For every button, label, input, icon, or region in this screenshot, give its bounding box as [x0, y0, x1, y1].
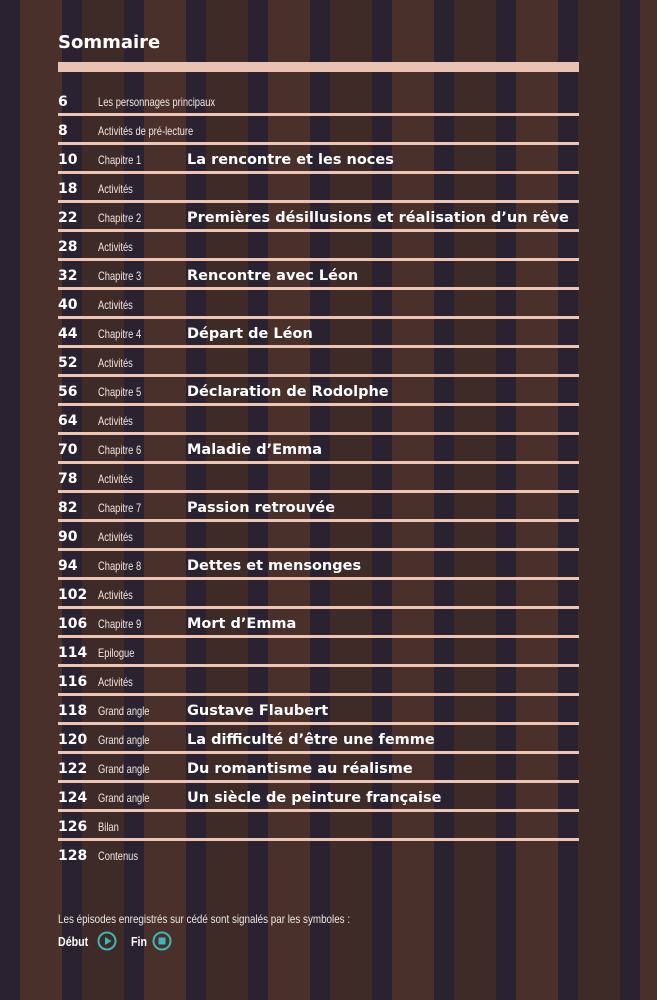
toc-row: [58, 638, 579, 667]
toc-heading: Dettes et mensonges: [187, 558, 362, 574]
toc-heading: Départ de Léon: [187, 326, 313, 342]
toc-page-number: 94: [58, 558, 78, 574]
page-title: Sommaire: [58, 32, 161, 53]
toc-label: Activités: [98, 675, 133, 689]
toc-row: [58, 493, 579, 522]
toc-row: [58, 290, 579, 319]
toc-page-number: 44: [58, 326, 78, 342]
toc-page-number: 70: [58, 442, 78, 458]
toc-page-number: 102: [58, 587, 88, 603]
toc-label: Grand angle: [98, 733, 150, 747]
toc-page-number: 128: [58, 848, 88, 864]
title-rule: [58, 62, 579, 72]
toc-page-number: 22: [58, 210, 78, 226]
toc-page-number: 18: [58, 181, 78, 197]
toc-page-number: 32: [58, 268, 78, 284]
toc-label: Chapitre 6: [98, 443, 142, 457]
toc-row: [58, 406, 579, 435]
toc-label: Chapitre 3: [98, 269, 142, 283]
toc-row: [58, 783, 579, 812]
toc-label: Contenus: [98, 849, 139, 863]
toc-page-number: 82: [58, 500, 78, 516]
toc-row: [58, 203, 579, 232]
toc-page-number: 118: [58, 703, 88, 719]
toc-row: [58, 261, 579, 290]
toc-heading: Premières désillusions et réalisation d’un rêve: [187, 210, 569, 226]
toc-heading: Déclaration de Rodolphe: [187, 384, 389, 400]
toc-row: [58, 145, 579, 174]
toc-page-number: 126: [58, 819, 88, 835]
toc-label: Les personnages principaux: [98, 95, 216, 109]
play-icon: [97, 931, 117, 951]
toc-page-number: 6: [58, 94, 68, 110]
toc-page-number: 28: [58, 239, 78, 255]
start-label: Début: [58, 933, 89, 949]
toc-heading: Gustave Flaubert: [187, 703, 329, 719]
toc-row: [58, 580, 579, 609]
toc-page-number: 116: [58, 674, 88, 690]
footnote: Les épisodes enregistrés sur cédé sont signalés par les symboles :: [58, 912, 351, 926]
toc-row: [58, 841, 579, 867]
toc-label: Bilan: [98, 820, 119, 834]
toc-label: Chapitre 1: [98, 153, 142, 167]
toc-page-number: 52: [58, 355, 78, 371]
toc-row: [58, 116, 579, 145]
toc-label: Activités: [98, 530, 133, 544]
toc-label: Chapitre 2: [98, 211, 142, 225]
toc-label: Chapitre 9: [98, 617, 142, 631]
end-label: Fin: [130, 933, 147, 949]
toc-page-number: 122: [58, 761, 88, 777]
toc-label: Chapitre 8: [98, 559, 142, 573]
toc-row: [58, 609, 579, 638]
toc-heading: La difficulté d’être une femme: [187, 732, 435, 748]
toc-label: Chapitre 4: [98, 327, 142, 341]
toc-page-number: 8: [58, 123, 68, 139]
toc-row: [58, 696, 579, 725]
stop-icon: [152, 931, 172, 951]
toc-label: Activités: [98, 182, 133, 196]
toc-page-number: 114: [58, 645, 88, 661]
toc-heading: Passion retrouvée: [187, 500, 336, 516]
toc-row: [58, 174, 579, 203]
toc-label: Activités: [98, 298, 133, 312]
symbol-legend: [58, 931, 186, 951]
toc-label: Grand angle: [98, 791, 150, 805]
toc-row: [58, 319, 579, 348]
toc-label: Activités: [98, 588, 133, 602]
toc-heading: Du romantisme au réalisme: [187, 761, 413, 777]
toc-heading: Mort d’Emma: [187, 616, 297, 632]
toc-heading: Maladie d’Emma: [187, 442, 322, 458]
toc-row: [58, 551, 579, 580]
toc-page-number: 90: [58, 529, 78, 545]
toc-label: Chapitre 7: [98, 501, 142, 515]
toc-row: [58, 812, 579, 841]
toc-row: [58, 377, 579, 406]
toc-page-number: 78: [58, 471, 78, 487]
toc-page-number: 56: [58, 384, 78, 400]
toc-row: [58, 725, 579, 754]
toc-row: [58, 232, 579, 261]
toc-label: Grand angle: [98, 704, 150, 718]
toc-page-number: 106: [58, 616, 88, 632]
toc-label: Activités: [98, 356, 133, 370]
toc-label: Grand angle: [98, 762, 150, 776]
toc-row: [58, 464, 579, 493]
toc-page-number: 64: [58, 413, 78, 429]
toc-heading: La rencontre et les noces: [187, 152, 394, 168]
toc-row: [58, 348, 579, 377]
toc-label: Activités: [98, 414, 133, 428]
toc-heading: Un siècle de peinture française: [187, 790, 442, 806]
toc-heading: Rencontre avec Léon: [187, 268, 359, 284]
toc-page-number: 120: [58, 732, 88, 748]
toc-row: [58, 522, 579, 551]
toc-label: Activités: [98, 472, 133, 486]
toc-page-number: 40: [58, 297, 78, 313]
table-of-contents: [58, 87, 579, 867]
toc-label: Activités de pré-lecture: [98, 124, 194, 138]
toc-page-number: 10: [58, 152, 78, 168]
toc-label: Epilogue: [98, 646, 135, 660]
toc-page-number: 124: [58, 790, 88, 806]
toc-row: [58, 754, 579, 783]
toc-label: Activités: [98, 240, 133, 254]
toc-label: Chapitre 5: [98, 385, 142, 399]
toc-row: [58, 667, 579, 696]
toc-row: [58, 435, 579, 464]
toc-row: [58, 87, 579, 116]
